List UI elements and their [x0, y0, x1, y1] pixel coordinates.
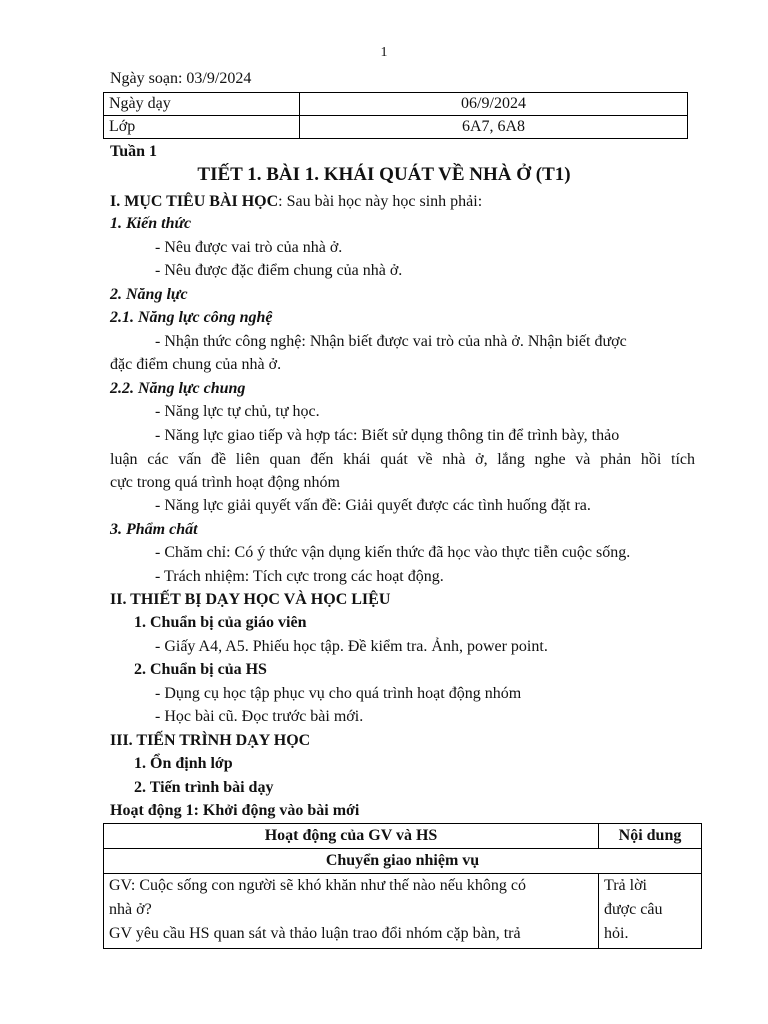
paragraph-line: luận các vấn đề liên quan đến khái quát về nhà ở, lắng nghe và phản hồi tích [110, 451, 695, 468]
cell-line: GV yêu cầu HS quan sát và thảo luận trao đổi nhóm cặp bàn, trả [109, 925, 521, 942]
table-row [104, 824, 702, 849]
info-table [103, 92, 688, 139]
tech-ability-line: đặc điểm chung của nhà ở. [110, 356, 282, 373]
cell-line: Trả lời [604, 877, 647, 894]
list-item: - Nêu được vai trò của nhà ở. [155, 239, 343, 256]
cell-line: GV: Cuộc sống con người sẽ khó khăn như thế nào nếu không có [109, 877, 526, 894]
activity-cell [104, 874, 599, 949]
knowledge-heading: 1. Kiến thức [110, 215, 192, 232]
table-row [104, 93, 688, 116]
list-item: - Năng lực tự chủ, tự học. [155, 403, 320, 420]
teacher-prep-heading: 1. Chuẩn bị của giáo viên [134, 614, 307, 631]
student-prep-heading: 2. Chuẩn bị của HS [134, 661, 267, 678]
table-row [104, 116, 688, 139]
ability-heading: 2. Năng lực [110, 286, 188, 303]
section1-intro: : Sau bài học này học sinh phải: [278, 193, 483, 210]
column-header-activity: Hoạt động của GV và HS [104, 824, 599, 849]
content-cell [599, 874, 702, 949]
cell-line: được câu [604, 901, 663, 918]
section2-heading: II. THIẾT BỊ DẠY HỌC VÀ HỌC LIỆU [110, 591, 391, 608]
class-value: 6A7, 6A8 [300, 116, 688, 139]
list-item: - Giấy A4, A5. Phiếu học tập. Đề kiểm tra. Ảnh, power point. [155, 638, 548, 655]
section3-heading: III. TIẾN TRÌNH DẠY HỌC [110, 732, 311, 749]
cell-line: nhà ở? [109, 901, 152, 918]
list-item: - Học bài cũ. Đọc trước bài mới. [155, 708, 364, 725]
column-header-content: Nội dung [599, 824, 702, 849]
list-item: - Chăm chỉ: Có ý thức vận dụng kiến thức đã học vào thực tiễn cuộc sống. [155, 544, 631, 561]
list-item: - Dụng cụ học tập phục vụ cho quá trình hoạt động nhóm [155, 685, 522, 702]
general-ability-heading: 2.2. Năng lực chung [110, 380, 246, 397]
tech-ability-line: - Nhận thức công nghệ: Nhận biết được vai trò của nhà ở. Nhận biết được [155, 333, 627, 350]
week-label: Tuần 1 [110, 143, 157, 160]
task-assignment-header: Chuyển giao nhiệm vụ [104, 849, 702, 874]
tech-ability-heading: 2.1. Năng lực công nghệ [110, 309, 273, 326]
activity-table [103, 823, 702, 949]
list-item: - Năng lực giao tiếp và hợp tác: Biết sử dụng thông tin để trình bày, thảo [155, 427, 620, 444]
activity1-heading: Hoạt động 1: Khởi động vào bài mới [110, 802, 360, 819]
table-row [104, 849, 702, 874]
quality-heading: 3. Phẩm chất [110, 521, 198, 538]
list-item: - Trách nhiệm: Tích cực trong các hoạt động. [155, 568, 444, 585]
section1-heading [110, 191, 695, 213]
page-number: 1 [380, 45, 388, 60]
class-label: Lớp [104, 116, 300, 139]
section1-title: I. MỤC TIÊU BÀI HỌC [110, 193, 279, 210]
list-item: 1. Ổn định lớp [134, 755, 233, 772]
list-item: - Nêu được đặc điểm chung của nhà ở. [155, 262, 403, 279]
table-row [104, 874, 702, 949]
prep-date: Ngày soạn: 03/9/2024 [110, 70, 252, 87]
teaching-date-label: Ngày dạy [104, 93, 300, 116]
cell-line: hỏi. [604, 925, 629, 942]
paragraph-line: cực trong quá trình hoạt động nhóm [110, 474, 340, 491]
teaching-date-value: 06/9/2024 [300, 93, 688, 116]
list-item: - Năng lực giải quyết vấn đề: Giải quyết được các tình huống đặt ra. [155, 497, 591, 514]
lesson-title: TIẾT 1. BÀI 1. KHÁI QUÁT VỀ NHÀ Ở (T1) [197, 164, 571, 185]
list-item: 2. Tiến trình bài dạy [134, 779, 274, 796]
